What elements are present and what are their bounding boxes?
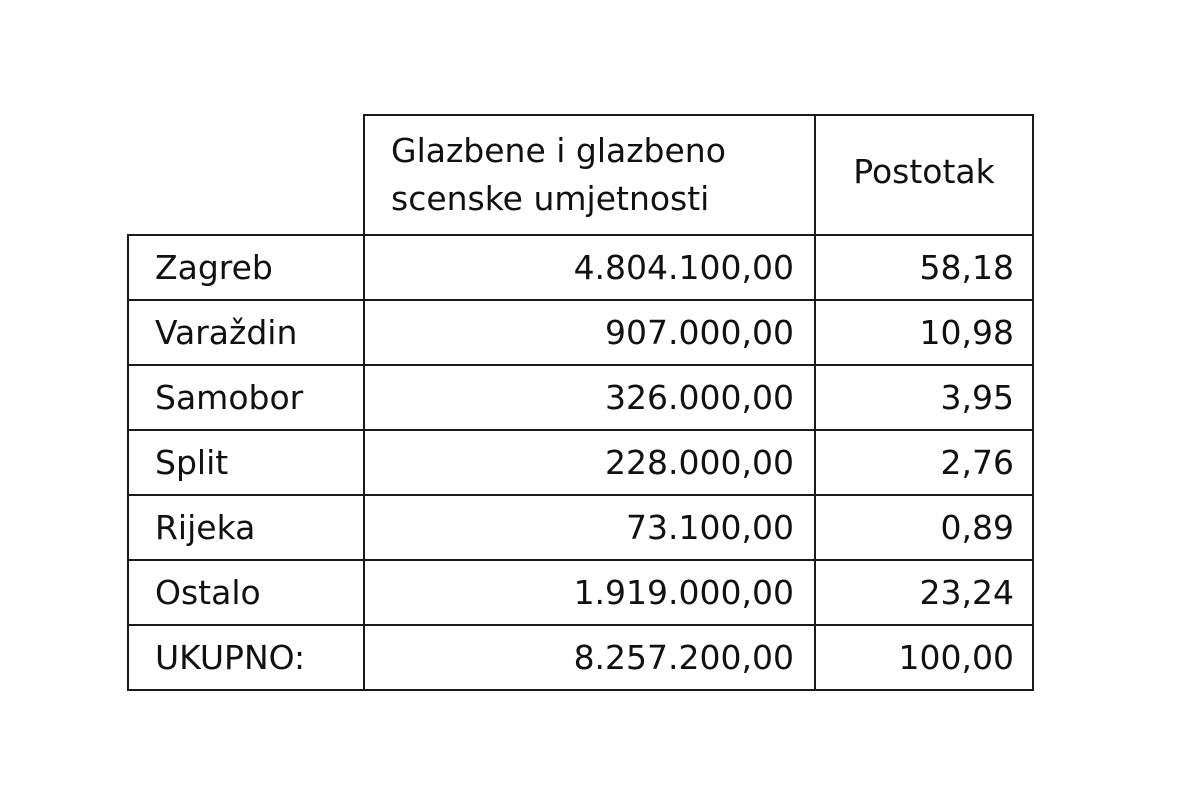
amount-cell: 1.919.000,00 xyxy=(364,560,815,625)
funding-table xyxy=(127,114,1034,691)
city-cell: Rijeka xyxy=(128,495,364,560)
amount-cell: 326.000,00 xyxy=(364,365,815,430)
city-cell: Zagreb xyxy=(128,235,364,300)
table-row xyxy=(128,365,1033,430)
city-cell: Ostalo xyxy=(128,560,364,625)
empty-corner-cell xyxy=(128,115,364,235)
percent-cell: 3,95 xyxy=(815,365,1033,430)
total-amount-cell: 8.257.200,00 xyxy=(364,625,815,690)
amount-cell: 228.000,00 xyxy=(364,430,815,495)
amount-column-header xyxy=(364,115,815,235)
amount-cell: 907.000,00 xyxy=(364,300,815,365)
table-row xyxy=(128,495,1033,560)
amount-cell: 73.100,00 xyxy=(364,495,815,560)
amount-header-line-1: Glazbene i glazbeno xyxy=(391,131,726,171)
table-row xyxy=(128,430,1033,495)
amount-header-line-2: scenske umjetnosti xyxy=(391,179,710,218)
percent-cell: 10,98 xyxy=(815,300,1033,365)
total-percent-cell: 100,00 xyxy=(815,625,1033,690)
percent-cell: 2,76 xyxy=(815,430,1033,495)
total-row xyxy=(128,625,1033,690)
header-row xyxy=(128,115,1033,235)
table-row xyxy=(128,560,1033,625)
table-row xyxy=(128,235,1033,300)
table-row xyxy=(128,300,1033,365)
percent-column-header: Postotak xyxy=(815,115,1033,235)
total-label-cell: UKUPNO: xyxy=(128,625,364,690)
city-cell: Split xyxy=(128,430,364,495)
city-cell: Samobor xyxy=(128,365,364,430)
percent-cell: 23,24 xyxy=(815,560,1033,625)
city-cell: Varaždin xyxy=(128,300,364,365)
percent-cell: 0,89 xyxy=(815,495,1033,560)
amount-cell: 4.804.100,00 xyxy=(364,235,815,300)
percent-cell: 58,18 xyxy=(815,235,1033,300)
